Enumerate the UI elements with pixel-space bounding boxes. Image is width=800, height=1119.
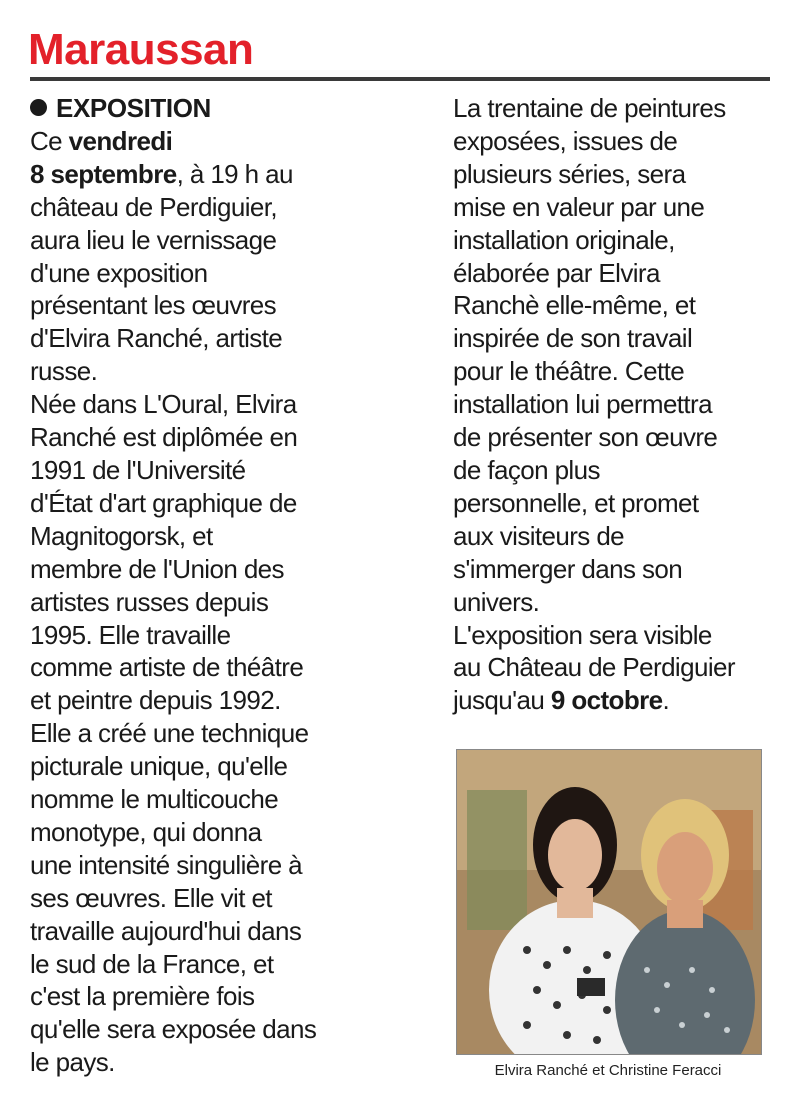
- left-line: présentant les œuvres: [30, 290, 277, 321]
- left-line: Ranché est diplômée en: [30, 422, 298, 453]
- left-line: qu'elle sera exposée dans: [30, 1014, 317, 1045]
- left-column: [30, 92, 420, 1079]
- left-line: comme artiste de théâtre: [30, 652, 304, 683]
- left-line: le pays.: [30, 1047, 115, 1078]
- left-line: d'Elvira Ranché, artiste: [30, 323, 283, 354]
- left-line: c'est la première fois: [30, 981, 255, 1012]
- left-line: Ce vendredi: [30, 125, 173, 156]
- right-line: univers.: [453, 586, 540, 617]
- left-line: d'État d'art graphique de: [30, 487, 297, 518]
- left-line: travaille aujourd'hui dans: [30, 915, 302, 946]
- right-line: L'exposition sera visible: [453, 619, 712, 650]
- left-line: Magnitogorsk, et: [30, 520, 213, 551]
- right-line: exposées, issues de: [453, 125, 678, 156]
- left-line: d'une exposition: [30, 257, 208, 288]
- right-line: installation originale,: [453, 224, 675, 255]
- left-line: artistes russes depuis: [30, 586, 269, 617]
- right-column: [453, 92, 783, 717]
- town-heading: Maraussan: [28, 25, 254, 74]
- right-line: pour le théâtre. Cette: [453, 356, 685, 387]
- photo-caption: Elvira Ranché et Christine Feracci: [494, 1062, 722, 1079]
- left-line: et peintre depuis 1992.: [30, 685, 281, 716]
- left-line: monotype, qui donna: [30, 816, 262, 847]
- left-line: picturale unique, qu'elle: [30, 751, 288, 782]
- right-line: de présenter son œuvre: [453, 422, 718, 453]
- left-line: une intensité singulière à: [30, 849, 303, 880]
- left-line: château de Perdiguier,: [30, 191, 277, 222]
- right-line: La trentaine de peintures: [453, 93, 726, 123]
- right-line: s'immerger dans son: [453, 553, 683, 584]
- left-line: ses œuvres. Elle vit et: [30, 882, 272, 913]
- right-line: Ranchè elle-même, et: [453, 290, 696, 321]
- kicker-line: [30, 92, 420, 125]
- article-photo: [456, 749, 762, 1055]
- left-line: le sud de la France, et: [30, 948, 274, 979]
- left-line: nomme le multicouche: [30, 784, 279, 815]
- right-line: jusqu'au 9 octobre.: [453, 685, 670, 716]
- kicker-label: EXPOSITION: [56, 93, 211, 123]
- left-line: 1995. Elle travaille: [30, 619, 231, 650]
- right-line: de façon plus: [453, 454, 600, 485]
- right-column-body: [453, 92, 783, 717]
- left-column-body: [30, 125, 420, 1079]
- left-line: aura lieu le vernissage: [30, 224, 277, 255]
- left-line: membre de l'Union des: [30, 553, 284, 584]
- right-line: mise en valeur par une: [453, 191, 705, 222]
- left-line: Elle a créé une technique: [30, 718, 309, 749]
- right-line: élaborée par Elvira: [453, 257, 660, 288]
- right-line: au Château de Perdiguier: [453, 652, 735, 683]
- right-line: personnelle, et promet: [453, 487, 699, 518]
- header-rule: [30, 77, 770, 81]
- left-line: russe.: [30, 356, 98, 387]
- left-line: 8 septembre, à 19 h au: [30, 158, 293, 189]
- left-line: Née dans L'Oural, Elvira: [30, 389, 297, 420]
- bullet-icon: [30, 99, 47, 116]
- photo-illustration: [457, 750, 761, 1054]
- right-line: plusieurs séries, sera: [453, 158, 686, 189]
- right-line: aux visiteurs de: [453, 520, 625, 551]
- left-line: 1991 de l'Université: [30, 454, 246, 485]
- right-line: inspirée de son travail: [453, 323, 693, 354]
- right-line: installation lui permettra: [453, 389, 712, 420]
